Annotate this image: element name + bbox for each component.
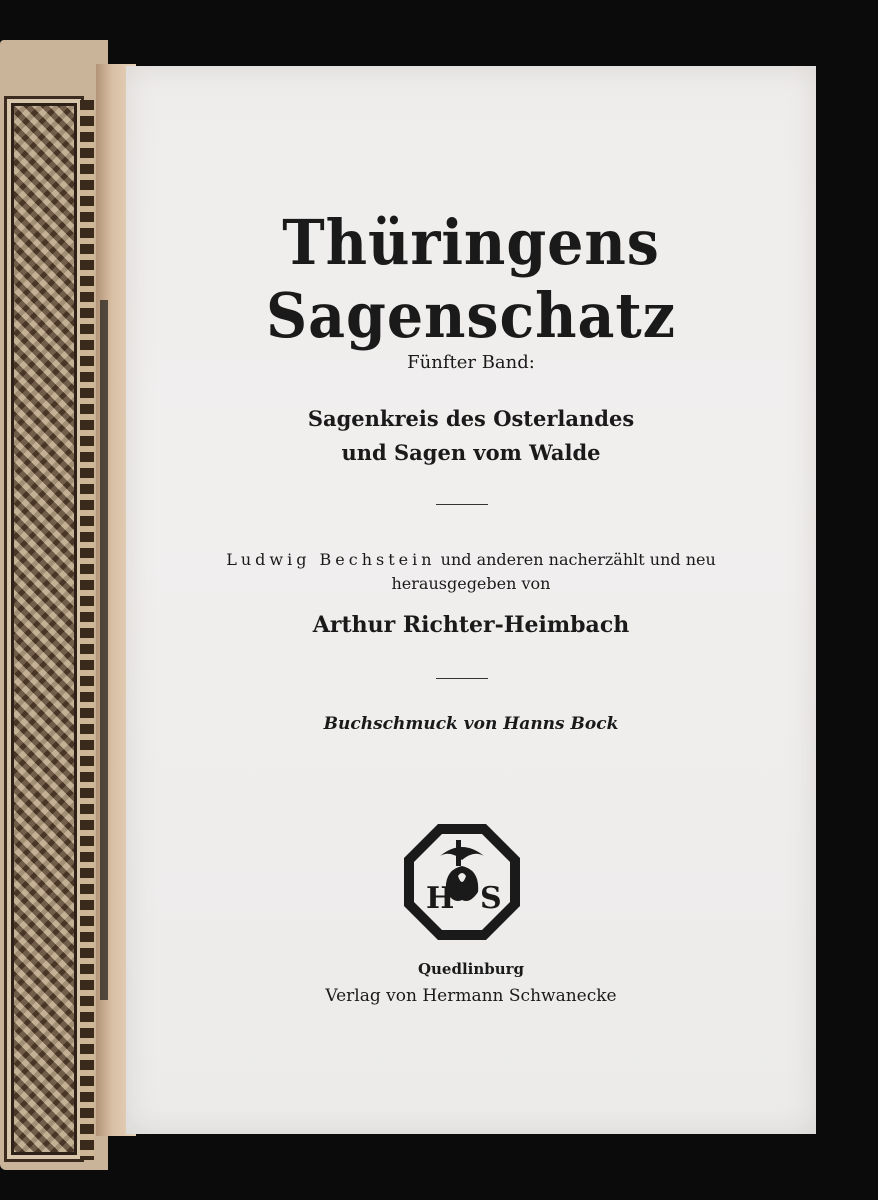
publication-place: Quedlinburg [417,960,525,978]
subtitle-line-1: Sagenkreis des Osterlandes [307,406,635,431]
book-cover [0,40,108,1170]
divider-rule [436,504,488,505]
credit-line-2: herausgegeben von [391,574,551,593]
publisher-name: Verlag von Hermann Schwanecke [325,986,617,1006]
cover-border-stripe [80,100,94,1160]
logo-letter-s: S [480,881,502,916]
credit-block [126,548,816,596]
page-gap-shadow [100,300,108,1000]
ornamental-cover-pattern [4,96,84,1162]
octagonal-hs-emblem-icon [400,820,524,944]
credit-line-1 [126,548,816,572]
subtitle-line-2: und Sagen vom Walde [341,440,601,465]
book-subtitle [126,402,816,470]
logo-letter-h: H [426,881,455,916]
volume-label: Fünfter Band: [407,352,535,373]
title-page [126,66,816,1134]
ornament-credit: Buchschmuck von Hanns Bock [323,714,619,734]
credit-author-name: Ludwig Bechstein [226,550,436,569]
credit-line-rest: und anderen nacherzählt und neu [435,550,716,569]
editor-name: Arthur Richter-Heimbach [312,612,630,638]
divider-rule [436,678,488,679]
book-title: Thüringens Sagenschatz [266,206,676,352]
